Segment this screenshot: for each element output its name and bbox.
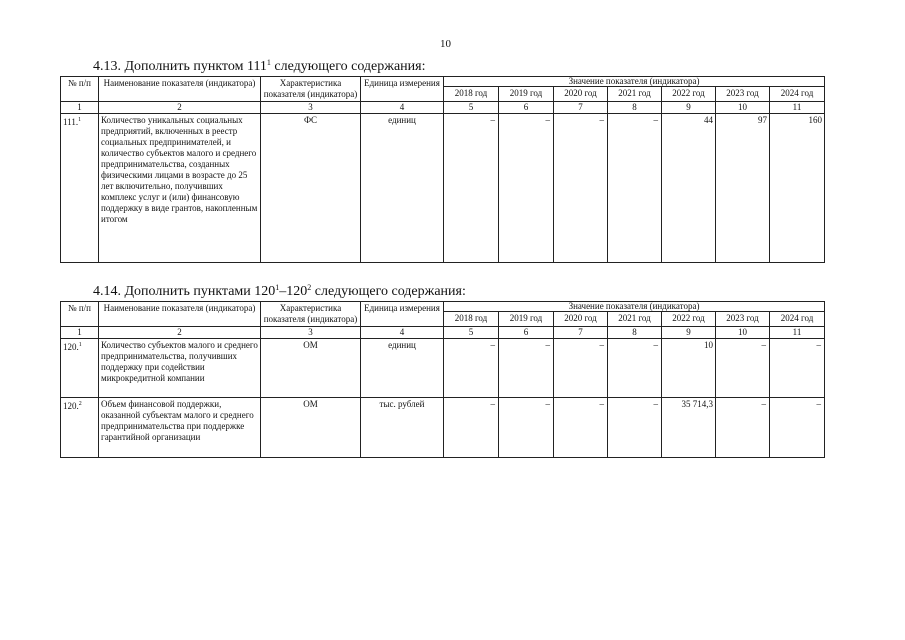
value-2024: 160 [770,114,825,263]
page-number: 10 [440,38,451,50]
value-2021: – [608,114,662,263]
col-header-year: 2018 год [444,87,499,102]
col-number: 7 [554,102,608,114]
col-number: 4 [361,327,444,339]
col-number: 5 [444,102,499,114]
col-number: 1 [61,327,99,339]
col-number: 8 [608,327,662,339]
value-2023: – [716,339,770,398]
col-header-num: № п/п [61,77,99,102]
col-number: 9 [662,102,716,114]
value-2020: – [554,114,608,263]
col-header-name: Наименование показателя (индикатора) [99,302,261,327]
col-header-unit: Единица измерения [361,302,444,327]
value-2019: – [499,339,554,398]
indicator-unit: единиц [361,339,444,398]
value-2018: – [444,114,499,263]
col-number: 2 [99,327,261,339]
value-2019: – [499,398,554,458]
col-header-year: 2019 год [499,312,554,327]
col-number: 2 [99,102,261,114]
col-header-characteristic: Характеристика показателя (индикатора) [261,77,361,102]
heading-text: 4.14. Дополнить пунктами 120 [93,284,276,299]
table-row [61,398,825,458]
col-header-num: № п/п [61,302,99,327]
col-header-year: 2023 год [716,87,770,102]
value-2022: 10 [662,339,716,398]
col-number: 3 [261,327,361,339]
section-heading-4-14 [93,283,466,300]
value-2019: – [499,114,554,263]
col-number: 1 [61,102,99,114]
col-header-year: 2024 год [770,312,825,327]
col-header-year: 2023 год [716,312,770,327]
col-number: 3 [261,102,361,114]
col-number: 11 [770,327,825,339]
col-header-year: 2018 год [444,312,499,327]
indicator-table-111 [60,76,825,263]
col-header-unit: Единица измерения [361,77,444,102]
section-heading-4-13 [93,58,425,75]
indicator-unit: тыс. рублей [361,398,444,458]
table-row [61,339,825,398]
value-2020: – [554,339,608,398]
value-2020: – [554,398,608,458]
value-2024: – [770,398,825,458]
row-index [61,339,99,398]
col-header-year: 2019 год [499,87,554,102]
indicator-unit: единиц [361,114,444,263]
col-number: 5 [444,327,499,339]
indicator-name: Объем финансовой поддержки, оказанной субъектам малого и среднего предпринимательства при поддержке гарантийной организации [99,398,261,458]
col-header-characteristic: Характеристика показателя (индикатора) [261,302,361,327]
col-number: 10 [716,102,770,114]
col-header-year: 2021 год [608,87,662,102]
heading-text-end: следующего содержания: [311,284,466,299]
col-number: 7 [554,327,608,339]
row-index-text: 111. [63,117,79,127]
heading-superscript: 1 [275,283,280,292]
heading-text: 4.13. Дополнить пунктом 111 [93,59,267,74]
value-2023: – [716,398,770,458]
col-header-year: 2020 год [554,312,608,327]
row-index-text: 120. [63,342,79,352]
indicator-table-120 [60,301,825,458]
col-number: 9 [662,327,716,339]
col-number: 8 [608,102,662,114]
row-index [61,114,99,263]
row-index-sup: 2 [78,401,82,407]
indicator-name: Количество субъектов малого и среднего предпринимательства, получивших поддержку при содействии микрокредитной компании [99,339,261,398]
heading-text-end: следующего содержания: [270,59,426,74]
value-2024: – [770,339,825,398]
col-number: 6 [499,102,554,114]
indicator-name: Количество уникальных социальных предприятий, включенных в реестр социальных предпринимателей, и количество субъектов малого и среднего предпринимательства, созданных физическими лицами в возрасте до 25 лет включительно, получивших комплекс услуг и (или) финансовую поддержку в виде грантов, накопленным итогом [99,114,261,263]
col-header-year: 2024 год [770,87,825,102]
indicator-characteristic: ОМ [261,339,361,398]
col-header-year: 2022 год [662,312,716,327]
value-2022: 44 [662,114,716,263]
heading-superscript: 1 [266,58,271,67]
row-index-text: 120. [63,401,79,411]
col-header-year: 2022 год [662,87,716,102]
row-index-sup: 1 [78,342,82,348]
col-header-value-group: Значение показателя (индикатора) [444,77,825,87]
row-index-sup: 1 [78,117,82,123]
value-2018: – [444,398,499,458]
indicator-characteristic: ОМ [261,398,361,458]
table-row [61,114,825,263]
col-header-name: Наименование показателя (индикатора) [99,77,261,102]
value-2021: – [608,339,662,398]
row-index [61,398,99,458]
col-number: 11 [770,102,825,114]
heading-text-mid: –120 [279,284,308,299]
col-header-value-group: Значение показателя (индикатора) [444,302,825,312]
col-number: 6 [499,327,554,339]
value-2018: – [444,339,499,398]
col-header-year: 2021 год [608,312,662,327]
value-2021: – [608,398,662,458]
col-header-year: 2020 год [554,87,608,102]
col-number: 10 [716,327,770,339]
value-2022: 35 714,3 [662,398,716,458]
indicator-characteristic: ФС [261,114,361,263]
value-2023: 97 [716,114,770,263]
col-number: 4 [361,102,444,114]
heading-superscript: 2 [307,283,312,292]
